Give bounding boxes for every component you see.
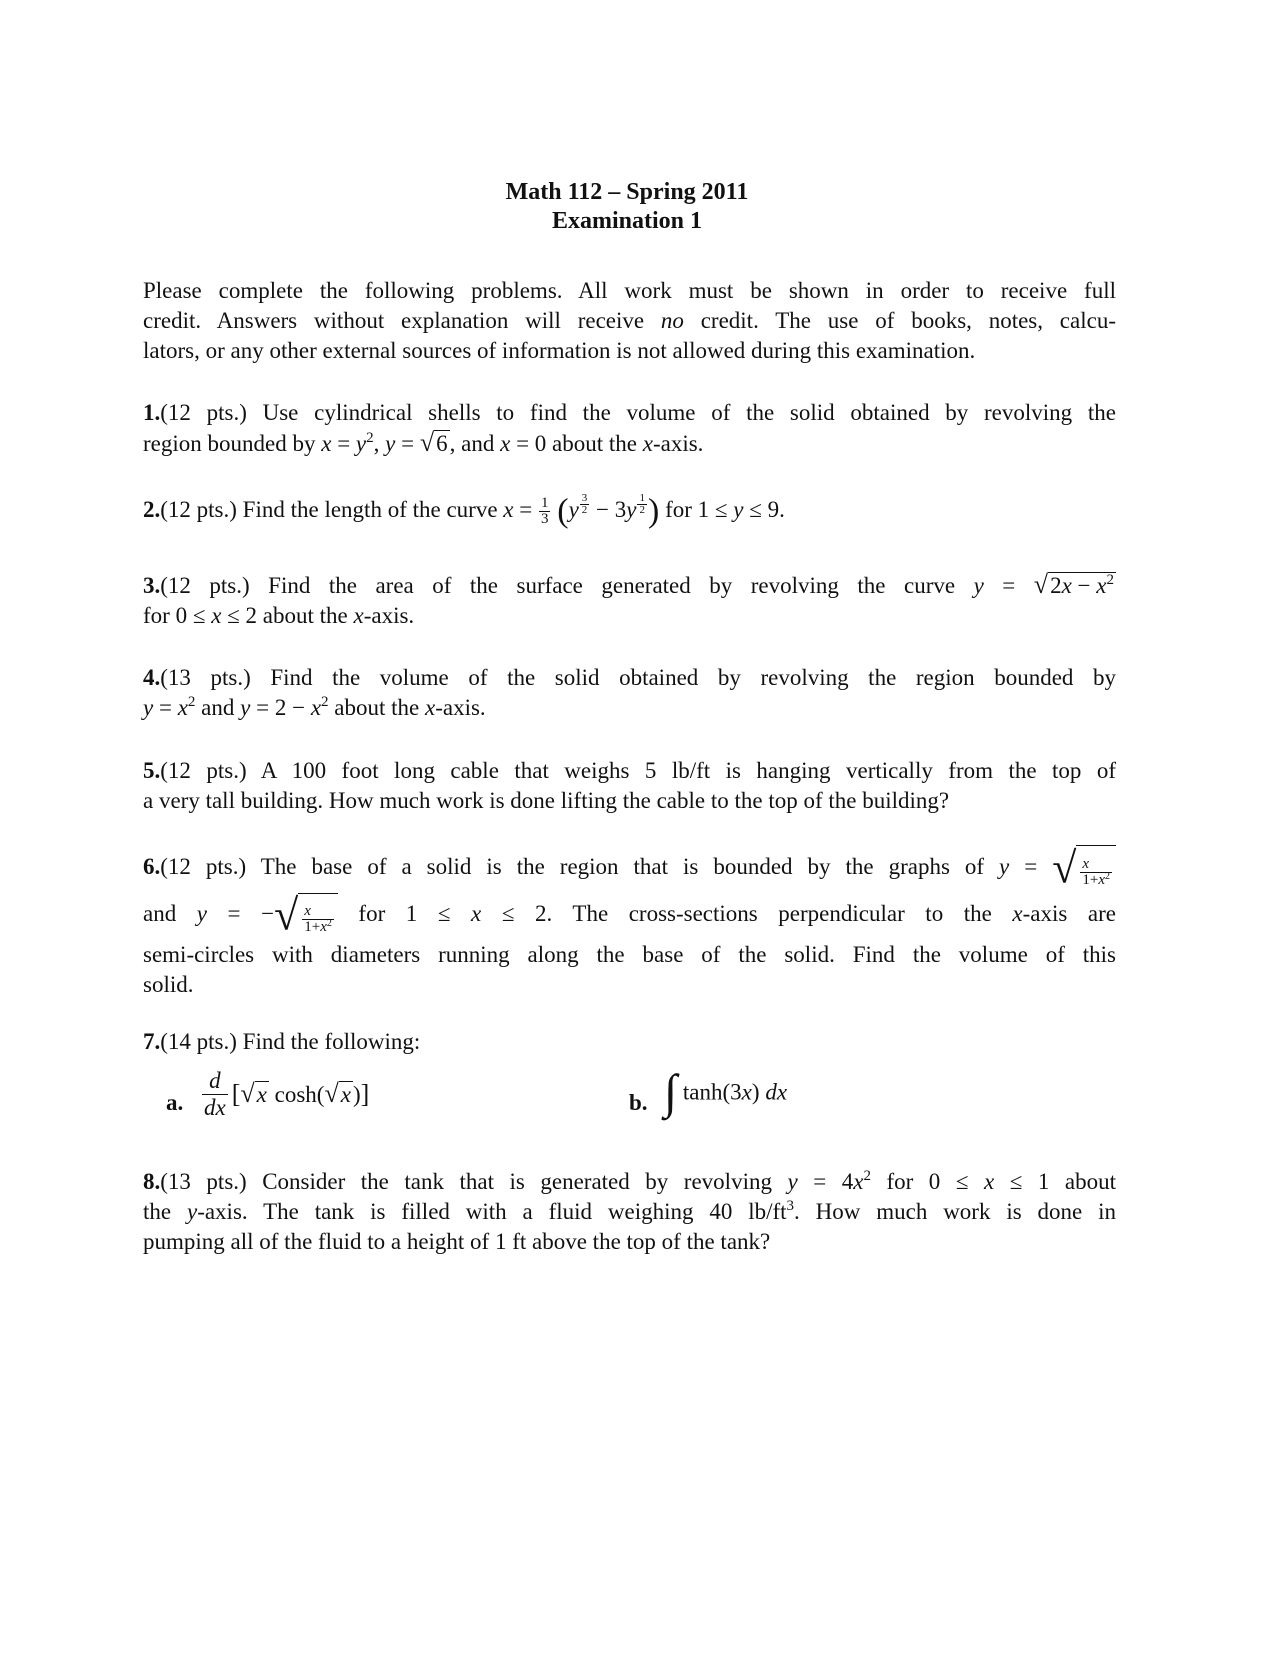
instructions: [143, 276, 1116, 366]
part-a-label: a.: [166, 1090, 184, 1115]
problem-number: 4.: [143, 665, 161, 690]
problem-number: 5.: [143, 758, 161, 783]
problem-number: 2.: [143, 496, 161, 522]
problem-number: 3.: [143, 573, 161, 598]
problem-5: 5.(12 pts.) A 100 foot long cable that weighs 5 lb/ft is hanging vertically from the top of a very tall building. How much work is done lifting the cable to the top of the building?: [143, 758, 1116, 813]
course-title: Math 112 – Spring 2011: [505, 179, 749, 205]
part-b-expression: ∫ tanh(3x) dx: [664, 1065, 788, 1119]
problem-points: (12 pts.): [160, 496, 237, 522]
problem-points: (13 pts.): [160, 1169, 247, 1194]
part-a-expression: $\frac{d}{dx}$ [√x cosh(√x)]: [204, 1068, 370, 1120]
problem-points: (12 pts.): [160, 400, 247, 425]
instructions-line: Please complete the following problems. All work must be shown in order to receive full: [143, 278, 1116, 303]
sqrt-expr: √6: [419, 428, 448, 457]
math-expr: x: [321, 431, 332, 456]
emphasis: no: [660, 308, 684, 333]
problem-number: 1.: [143, 400, 161, 425]
instructions-line: lators, or any other external sources of information is not allowed during this examination.: [143, 338, 976, 363]
problem-points: (13 pts.): [160, 665, 251, 690]
problem-points: (12 pts.): [160, 854, 247, 879]
problem-number: 8.: [143, 1169, 161, 1194]
problem-1: 1.(12 pts.) Use cylindrical shells to find the volume of the solid obtained by revolving the region bounded by $x = y^2$, y = √6, and x = 0 about the x-axis.: [143, 400, 1116, 457]
problem-8: 8.(13 pts.) Consider the tank that is generated by revolving $y = 4x^2$ for 0 ≤ x ≤ 1 about the y-axis. The tank is filled with a fluid weighing 40 $lb/ft^3$. How much work is done in pumping all of the fluid to a height of 1 ft above the top of the tank?: [143, 1168, 1116, 1254]
problem-7: 7.(14 pts.) Find the following:: [143, 1029, 421, 1054]
part-b-label: b.: [629, 1090, 648, 1115]
problem-points: (12 pts.): [160, 573, 250, 598]
problem-3: 3.(12 pts.) Find the area of the surface generated by revolving the curve $y = √2x - x^2$ for 0 ≤ x ≤ 2 about the x-axis.: [143, 570, 1114, 628]
problem-number: 7.: [143, 1029, 161, 1054]
problem-6: 6.(12 pts.) The base of a solid is the region that is bounded by the graphs of y = √ $\frac{x}{1+x^2}$ and y = −√ $\frac{x}{1+x^2}$ for 1 ≤ x ≤ 2. The cross-sections perpendicular to the x-axis are semi-circles with diameters running along the base of the solid. Find the volume of this solid.: [143, 843, 1116, 997]
problem-2: 2.(12 pts.) Find the length of the curve x = $\frac{1}{3}$ (y $^{\frac{3}{2}}$ − 3y $^{\frac{1}{2}}$ ) for 1 ≤ y ≤ 9.: [143, 492, 785, 530]
problem-4: 4.(13 pts.) Find the volume of the solid obtained by revolving the region bounded by $y = x^2$ and $y = 2 - x^2$ about the x-axis.: [143, 665, 1116, 720]
sqrt-expr: $√2x - x^2$: [1033, 570, 1114, 599]
sqrt-expr: √ $\frac{x}{1+x^2}$: [274, 892, 338, 939]
integral-sign: ∫: [664, 1065, 678, 1119]
problem-points: (12 pts.): [160, 758, 247, 783]
problem-points: (14 pts.): [160, 1029, 237, 1054]
problem-number: 6.: [143, 854, 161, 879]
exam-title: Examination 1: [551, 208, 703, 234]
sqrt-expr: √ $\frac{x}{1+x^2}$: [1052, 845, 1116, 892]
instructions-line: credit. Answers without explanation will receive no credit. The use of books, notes, calcu-: [143, 308, 1116, 333]
